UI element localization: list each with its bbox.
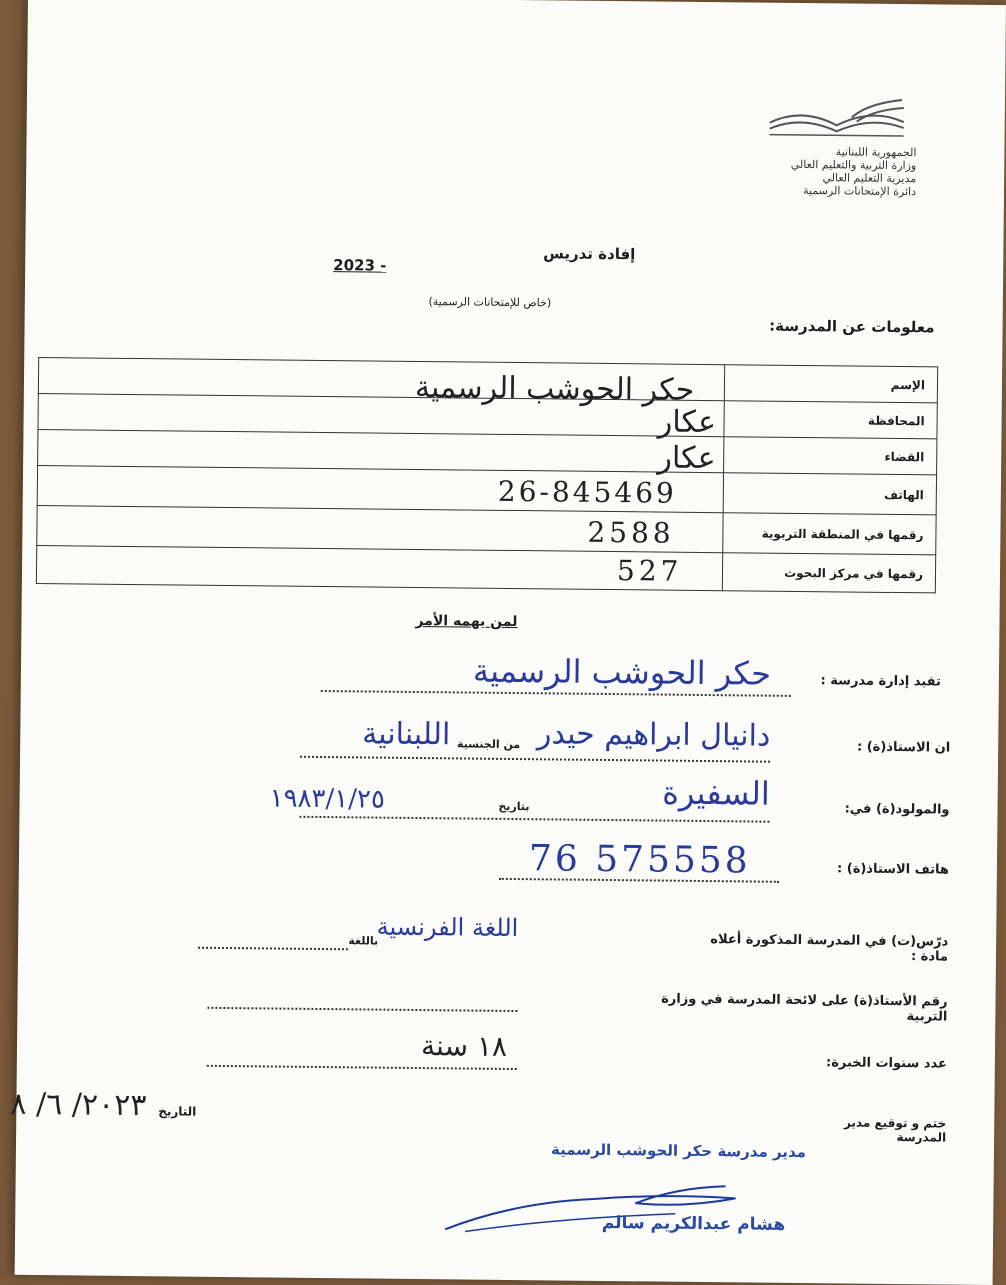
table-cell-label: القضاء <box>724 437 937 475</box>
governorate-value: عكار <box>657 404 717 441</box>
birthplace-value: السفيرة <box>662 773 770 813</box>
teacher-line <box>300 756 770 763</box>
school-admin-label: تفيد إدارة مدرسة : <box>820 673 941 690</box>
phone-value: 26-845469 <box>497 474 678 510</box>
experience-line <box>207 1065 517 1070</box>
subtitle: (خاص للإمتحانات الرسمية) <box>428 295 552 310</box>
ministry-header <box>726 144 917 198</box>
page-title: إفادة تدريس <box>543 244 636 264</box>
year-label: 2023 - <box>333 256 387 275</box>
born-line <box>299 816 769 823</box>
teacher-label: ان الاستاذ(ة) : <box>856 739 951 756</box>
school-name-value: حكر الحوشب الرسمية <box>414 369 695 408</box>
ministry-number-line <box>207 1007 517 1012</box>
sign-date-label: التاريخ <box>158 1104 197 1119</box>
ministry-number-label: رقم الأستاذ(ة) على لائحة المدرسة في وزارة التربية <box>661 991 948 1025</box>
table-cell-label: رقمها في المنطقة التربوية <box>723 513 936 555</box>
taught-label: درّس(ت) في المدرسة المذكورة أعلاه مادة : <box>710 932 949 965</box>
book-logo-icon <box>761 95 912 147</box>
table-cell-label: رقمها في مركز البحوث <box>723 553 936 593</box>
experience-label: عدد سنوات الخبرة: <box>825 1055 947 1072</box>
born-label: والمولود(ة) في: <box>844 801 950 818</box>
stamp-line-1: مدير مدرسة حكر الحوشب الرسمية <box>551 1140 807 1162</box>
table-cell-label: الإسم <box>725 365 938 403</box>
teacher-name-value: دانيال ابراهيم حيدر <box>536 716 771 754</box>
signature-label: ختم و توقيع مدير المدرسة <box>843 1115 947 1145</box>
table-cell-value <box>36 546 723 591</box>
header-line: مديرية التعليم العالي <box>822 171 917 186</box>
header-line: وزارة التربية والتعليم العالي <box>790 157 917 173</box>
teacher-phone-label: هاتف الاستاذ(ة) : <box>836 861 949 878</box>
language-label: باللغة <box>348 934 379 948</box>
document-page <box>10 0 1006 1285</box>
research-center-number-value: 527 <box>616 554 683 588</box>
educational-zone-number-value: 2588 <box>587 515 675 550</box>
language-value: اللغة الفرنسية <box>376 912 519 943</box>
to-whom-heading: لمن يهمه الأمر <box>415 612 518 631</box>
birth-date-label: بتاريخ <box>498 799 530 814</box>
school-admin-value: حكر الحوشب الرسمية <box>472 651 772 693</box>
sign-date-value: ٢٠٢٣/ ٦/ ٨ <box>10 1086 147 1124</box>
stamp-line-2: هشام عبدالكريم سالم <box>601 1212 786 1235</box>
school-info-table <box>36 357 938 593</box>
language-line <box>198 947 348 951</box>
table-row <box>36 546 935 593</box>
table-cell-label: الهاتف <box>724 473 937 515</box>
section-title: معلومات عن المدرسة: <box>769 316 935 337</box>
table-cell-label: المحافظة <box>724 401 937 439</box>
district-value: عكار <box>657 440 716 477</box>
experience-value: ١٨ سنة <box>420 1029 508 1063</box>
nationality-label: من الجنسية <box>456 737 521 752</box>
birth-date-value: ١٩٨٣/١/٢٥ <box>269 783 386 815</box>
nationality-value: اللبنانية <box>361 716 451 753</box>
header-line: دائرة الإمتحانات الرسمية <box>803 184 917 199</box>
teacher-phone-value: 76 575558 <box>528 838 751 882</box>
header-line: الجمهورية اللبنانية <box>835 145 917 160</box>
